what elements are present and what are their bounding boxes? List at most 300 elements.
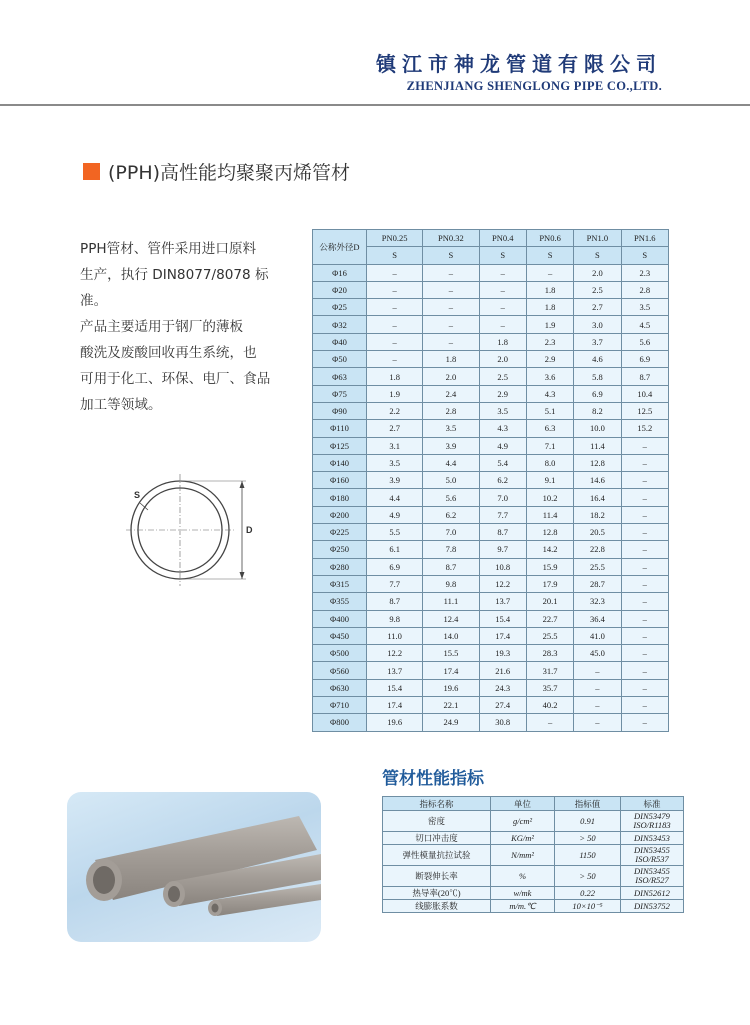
thickness-cell: 6.1 (367, 541, 423, 558)
thickness-cell: 8.7 (621, 368, 668, 385)
thickness-cell: 6.9 (574, 385, 621, 402)
property-name-cell: 热导率(20℃) (383, 887, 491, 900)
table-row (313, 420, 669, 437)
s-subheader: S (479, 247, 526, 264)
perf-header-unit: 单位 (491, 797, 555, 811)
diameter-cell: Φ63 (313, 368, 367, 385)
s-label: S (134, 490, 141, 500)
thickness-cell: 3.7 (574, 333, 621, 350)
standard-code: ISO/R537 (635, 854, 669, 864)
standard-cell (621, 887, 684, 900)
value-cell: 10×10⁻⁵ (555, 900, 621, 913)
diameter-cell: Φ160 (313, 472, 367, 489)
diameter-cell: Φ125 (313, 437, 367, 454)
table-row (313, 558, 669, 575)
standard-code: DIN53479 (634, 811, 670, 821)
thickness-cell: 36.4 (574, 610, 621, 627)
standard-cell (621, 811, 684, 832)
intro-line: 加工等领域。 (80, 397, 162, 413)
thickness-cell: 24.9 (423, 714, 479, 731)
property-name-cell: 切口冲击度 (383, 832, 491, 845)
thickness-cell: 15.4 (367, 679, 423, 696)
thickness-cell: – (621, 454, 668, 471)
company-name-cn: 镇江市神龙管道有限公司 (376, 52, 662, 76)
table-row (313, 454, 669, 471)
company-name-en: ZHENJIANG SHENGLONG PIPE CO.,LTD. (406, 79, 662, 93)
thickness-cell: 10.0 (574, 420, 621, 437)
section-bullet-icon (83, 163, 100, 180)
thickness-cell: 2.7 (574, 299, 621, 316)
thickness-cell: 3.5 (423, 420, 479, 437)
diameter-cell: Φ560 (313, 662, 367, 679)
diameter-cell: Φ800 (313, 714, 367, 731)
thickness-cell: 12.8 (574, 454, 621, 471)
thickness-cell: 18.2 (574, 506, 621, 523)
thickness-cell: – (621, 645, 668, 662)
unit-cell: g/cm² (491, 811, 555, 832)
thickness-cell: 3.5 (621, 299, 668, 316)
thickness-cell: 12.5 (621, 402, 668, 419)
standard-cell (621, 900, 684, 913)
thickness-cell: 7.0 (423, 524, 479, 541)
intro-line: 产品主要适用于钢厂的薄板 (80, 319, 244, 335)
value-cell: > 50 (555, 866, 621, 887)
thickness-cell: 12.2 (367, 645, 423, 662)
thickness-cell: 1.8 (423, 351, 479, 368)
diameter-cell: Φ32 (313, 316, 367, 333)
thickness-cell: 3.0 (574, 316, 621, 333)
thickness-cell: 2.4 (423, 385, 479, 402)
thickness-cell: 15.2 (621, 420, 668, 437)
thickness-cell: 7.7 (479, 506, 526, 523)
thickness-cell: – (367, 316, 423, 333)
thickness-cell: 4.4 (423, 454, 479, 471)
thickness-cell: – (621, 662, 668, 679)
property-name-cell: 线膨胀系数 (383, 900, 491, 913)
thickness-cell: 2.7 (367, 420, 423, 437)
table-row (313, 281, 669, 298)
thickness-cell: 4.9 (367, 506, 423, 523)
table-row (313, 575, 669, 592)
table-row (313, 679, 669, 696)
pressure-class-header: PN1.6 (621, 230, 668, 247)
thickness-cell: 12.4 (423, 610, 479, 627)
table-row (313, 627, 669, 644)
table-row (313, 541, 669, 558)
thickness-cell: 1.8 (479, 333, 526, 350)
thickness-cell: 8.7 (479, 524, 526, 541)
pressure-class-header: PN0.6 (526, 230, 573, 247)
thickness-cell: 4.3 (526, 385, 573, 402)
thickness-cell: 2.0 (574, 264, 621, 281)
diameter-cell: Φ710 (313, 697, 367, 714)
thickness-cell: 15.4 (479, 610, 526, 627)
thickness-cell: 2.9 (479, 385, 526, 402)
thickness-cell: 7.8 (423, 541, 479, 558)
thickness-cell: 8.0 (526, 454, 573, 471)
thickness-cell: – (479, 264, 526, 281)
thickness-cell: 5.4 (479, 454, 526, 471)
thickness-cell: 28.3 (526, 645, 573, 662)
property-name-cell: 断裂伸长率 (383, 866, 491, 887)
performance-table (382, 796, 684, 913)
value-cell: 1150 (555, 845, 621, 866)
thickness-cell: – (621, 697, 668, 714)
table-row (313, 299, 669, 316)
thickness-cell: 2.3 (621, 264, 668, 281)
thickness-cell: – (621, 558, 668, 575)
unit-cell: KG/m² (491, 832, 555, 845)
thickness-cell: 2.5 (574, 281, 621, 298)
thickness-cell: – (423, 333, 479, 350)
diameter-cell: Φ250 (313, 541, 367, 558)
d-label: D (246, 525, 253, 535)
diameter-cell: Φ280 (313, 558, 367, 575)
thickness-cell: – (423, 316, 479, 333)
thickness-cell: 5.0 (423, 472, 479, 489)
thickness-cell: 13.7 (367, 662, 423, 679)
thickness-cell: 10.8 (479, 558, 526, 575)
thickness-cell: 12.8 (526, 524, 573, 541)
thickness-cell: 9.8 (367, 610, 423, 627)
diameter-cell: Φ200 (313, 506, 367, 523)
arrow-top-icon (240, 481, 245, 488)
thickness-cell: – (621, 593, 668, 610)
diameter-cell: Φ630 (313, 679, 367, 696)
property-name-cell: 密度 (383, 811, 491, 832)
thickness-cell: – (574, 697, 621, 714)
unit-cell: w/mk (491, 887, 555, 900)
table-row (313, 610, 669, 627)
diameter-cell: Φ16 (313, 264, 367, 281)
thickness-cell: 10.2 (526, 489, 573, 506)
thickness-cell: 9.1 (526, 472, 573, 489)
thickness-cell: 14.0 (423, 627, 479, 644)
table-row (383, 845, 684, 866)
table-row (313, 368, 669, 385)
thickness-cell: 4.9 (479, 437, 526, 454)
thickness-cell: 28.7 (574, 575, 621, 592)
thickness-cell: 6.9 (367, 558, 423, 575)
table-row (383, 866, 684, 887)
thickness-cell: – (526, 714, 573, 731)
thickness-cell: – (621, 524, 668, 541)
thickness-cell: 25.5 (526, 627, 573, 644)
table-row (383, 900, 684, 913)
thickness-cell: 3.9 (367, 472, 423, 489)
thickness-cell: 1.8 (526, 281, 573, 298)
thickness-cell: 3.5 (479, 402, 526, 419)
header-divider (0, 104, 750, 106)
diameter-cell: Φ50 (313, 351, 367, 368)
standard-code: ISO/R527 (635, 875, 669, 885)
thickness-cell: – (574, 714, 621, 731)
thickness-cell: 5.6 (423, 489, 479, 506)
table-row (313, 402, 669, 419)
diameter-cell: Φ355 (313, 593, 367, 610)
thickness-cell: 27.4 (479, 697, 526, 714)
thickness-cell: 16.4 (574, 489, 621, 506)
thickness-cell: – (621, 472, 668, 489)
spec-table-body (313, 264, 669, 731)
s-subheader: S (367, 247, 423, 264)
thickness-cell: – (621, 679, 668, 696)
thickness-cell: – (479, 281, 526, 298)
pipe-cross-section-diagram (118, 470, 258, 590)
perf-header-value: 指标值 (555, 797, 621, 811)
value-cell: > 50 (555, 832, 621, 845)
thickness-cell: – (621, 575, 668, 592)
thickness-cell: – (479, 316, 526, 333)
thickness-cell: 45.0 (574, 645, 621, 662)
thickness-cell: 2.3 (526, 333, 573, 350)
table-row (313, 645, 669, 662)
value-cell: 0.22 (555, 887, 621, 900)
pipes-illustration (67, 792, 321, 942)
thickness-cell: 10.4 (621, 385, 668, 402)
thickness-cell: 19.6 (367, 714, 423, 731)
thickness-cell: 19.3 (479, 645, 526, 662)
thickness-cell: – (621, 714, 668, 731)
unit-cell: % (491, 866, 555, 887)
standard-code: DIN52612 (634, 887, 670, 898)
thickness-cell: – (621, 437, 668, 454)
thickness-cell: 15.5 (423, 645, 479, 662)
thickness-cell: 4.3 (479, 420, 526, 437)
thickness-cell: 17.9 (526, 575, 573, 592)
thickness-cell: 22.7 (526, 610, 573, 627)
value-cell: 0.91 (555, 811, 621, 832)
thickness-cell: 12.2 (479, 575, 526, 592)
diameter-cell: Φ500 (313, 645, 367, 662)
diameter-cell: Φ180 (313, 489, 367, 506)
thickness-cell: 32.3 (574, 593, 621, 610)
table-row (313, 385, 669, 402)
pressure-class-header: PN1.0 (574, 230, 621, 247)
table-row (313, 264, 669, 281)
table-row (383, 887, 684, 900)
unit-cell: N/mm² (491, 845, 555, 866)
table-row (383, 832, 684, 845)
table-row (313, 489, 669, 506)
thickness-cell: – (526, 264, 573, 281)
diameter-cell: Φ140 (313, 454, 367, 471)
standard-code: ISO/R1183 (633, 820, 671, 830)
diameter-cell: Φ20 (313, 281, 367, 298)
thickness-cell: – (574, 679, 621, 696)
thickness-cell: – (367, 333, 423, 350)
thickness-cell: – (423, 264, 479, 281)
section-title: (PPH)高性能均聚聚丙烯管材 (108, 162, 351, 184)
intro-line: 可用于化工、环保、电厂、食品 (80, 371, 271, 387)
thickness-cell: 6.3 (526, 420, 573, 437)
thickness-cell: 22.8 (574, 541, 621, 558)
arrow-bottom-icon (240, 572, 245, 579)
thickness-cell: 1.9 (367, 385, 423, 402)
thickness-cell: 21.6 (479, 662, 526, 679)
thickness-cell: 15.9 (526, 558, 573, 575)
thickness-cell: 4.5 (621, 316, 668, 333)
thickness-cell: 25.5 (574, 558, 621, 575)
thickness-cell: – (423, 299, 479, 316)
thickness-cell: 24.3 (479, 679, 526, 696)
thickness-cell: – (367, 351, 423, 368)
thickness-cell: 11.1 (423, 593, 479, 610)
thickness-cell: 11.0 (367, 627, 423, 644)
thickness-cell: 9.7 (479, 541, 526, 558)
thickness-cell: – (574, 662, 621, 679)
thickness-cell: 20.5 (574, 524, 621, 541)
thickness-cell: 9.8 (423, 575, 479, 592)
thickness-cell: 17.4 (423, 662, 479, 679)
table-row (313, 506, 669, 523)
wall-thickness-table (312, 229, 669, 732)
pipe-bore-large (93, 866, 115, 894)
table-row (313, 662, 669, 679)
thickness-cell: – (621, 627, 668, 644)
standard-cell (621, 845, 684, 866)
thickness-cell: 22.1 (423, 697, 479, 714)
s-subheader: S (574, 247, 621, 264)
diameter-cell: Φ315 (313, 575, 367, 592)
diameter-cell: Φ90 (313, 402, 367, 419)
table-row (313, 714, 669, 731)
table-row (313, 333, 669, 350)
thickness-cell: 2.0 (423, 368, 479, 385)
thickness-cell: 6.9 (621, 351, 668, 368)
thickness-cell: 20.1 (526, 593, 573, 610)
thickness-cell: 6.2 (479, 472, 526, 489)
thickness-cell: 8.2 (574, 402, 621, 419)
diameter-cell: Φ110 (313, 420, 367, 437)
thickness-cell: – (621, 610, 668, 627)
diameter-cell: Φ40 (313, 333, 367, 350)
thickness-cell: 2.0 (479, 351, 526, 368)
thickness-cell: – (479, 299, 526, 316)
thickness-cell: 1.8 (526, 299, 573, 316)
thickness-cell: 17.4 (367, 697, 423, 714)
thickness-cell: 2.8 (423, 402, 479, 419)
table-row (313, 351, 669, 368)
pipe-bore-medium (168, 886, 180, 902)
standard-code: DIN53455 (634, 845, 670, 855)
s-subheader: S (621, 247, 668, 264)
thickness-cell: 2.9 (526, 351, 573, 368)
thickness-cell: 4.6 (574, 351, 621, 368)
thickness-cell: – (367, 264, 423, 281)
thickness-cell: 40.2 (526, 697, 573, 714)
thickness-cell: 2.5 (479, 368, 526, 385)
thickness-cell: 6.2 (423, 506, 479, 523)
pressure-class-header: PN0.4 (479, 230, 526, 247)
standard-code: DIN53455 (634, 866, 670, 876)
thickness-cell: 31.7 (526, 662, 573, 679)
table-row (313, 472, 669, 489)
pipe-product-photo (67, 792, 321, 942)
thickness-cell: 4.4 (367, 489, 423, 506)
diameter-cell: Φ225 (313, 524, 367, 541)
standard-cell (621, 832, 684, 845)
thickness-cell: 11.4 (574, 437, 621, 454)
pressure-class-header: PN0.25 (367, 230, 423, 247)
intro-text (80, 236, 280, 418)
intro-line: PPH管材、管件采用进口原料 (80, 241, 257, 257)
thickness-cell: 19.6 (423, 679, 479, 696)
thickness-cell: 5.1 (526, 402, 573, 419)
thickness-cell: – (621, 489, 668, 506)
table-row (383, 811, 684, 832)
standard-code: DIN53453 (634, 832, 670, 843)
thickness-cell: 3.1 (367, 437, 423, 454)
standard-cell (621, 866, 684, 887)
thickness-cell: 5.6 (621, 333, 668, 350)
table-row (313, 593, 669, 610)
unit-cell: m/m.℃ (491, 900, 555, 913)
intro-line: 准。 (80, 293, 108, 309)
thickness-cell: 3.5 (367, 454, 423, 471)
thickness-cell: 41.0 (574, 627, 621, 644)
diameter-cell: Φ400 (313, 610, 367, 627)
thickness-cell: 35.7 (526, 679, 573, 696)
thickness-cell: 3.9 (423, 437, 479, 454)
perf-header-name: 指标名称 (383, 797, 491, 811)
thickness-cell: – (423, 281, 479, 298)
thickness-cell: 8.7 (367, 593, 423, 610)
performance-title: 管材性能指标 (382, 769, 484, 789)
performance-table-body (383, 811, 684, 913)
thickness-cell: – (621, 506, 668, 523)
pipe-bore-small (212, 904, 219, 913)
s-subheader: S (526, 247, 573, 264)
thickness-cell: 7.7 (367, 575, 423, 592)
thickness-cell: 5.5 (367, 524, 423, 541)
thickness-cell: – (367, 299, 423, 316)
thickness-cell: 11.4 (526, 506, 573, 523)
thickness-cell: 14.2 (526, 541, 573, 558)
thickness-cell: 17.4 (479, 627, 526, 644)
intro-line: 酸洗及废酸回收再生系统，也 (80, 345, 257, 361)
s-subheader: S (423, 247, 479, 264)
thickness-cell: 3.6 (526, 368, 573, 385)
table-row (313, 524, 669, 541)
property-name-cell: 弹性模量抗拉试验 (383, 845, 491, 866)
pressure-class-header: PN0.32 (423, 230, 479, 247)
thickness-cell: – (367, 281, 423, 298)
table-row (313, 437, 669, 454)
table-row (313, 316, 669, 333)
thickness-cell: 7.1 (526, 437, 573, 454)
thickness-cell: 13.7 (479, 593, 526, 610)
intro-line: 生产，执行 DIN8077/8078 标 (80, 267, 269, 283)
standard-code: DIN53752 (634, 900, 670, 911)
thickness-cell: 30.8 (479, 714, 526, 731)
perf-header-standard: 标准 (621, 797, 684, 811)
thickness-cell: 7.0 (479, 489, 526, 506)
thickness-cell: 8.7 (423, 558, 479, 575)
corner-header: 公称外径D (313, 230, 367, 265)
thickness-cell: 5.8 (574, 368, 621, 385)
diameter-cell: Φ75 (313, 385, 367, 402)
diameter-cell: Φ25 (313, 299, 367, 316)
thickness-cell: 14.6 (574, 472, 621, 489)
thickness-cell: – (621, 541, 668, 558)
thickness-cell: 1.9 (526, 316, 573, 333)
thickness-cell: 2.8 (621, 281, 668, 298)
diameter-cell: Φ450 (313, 627, 367, 644)
thickness-cell: 2.2 (367, 402, 423, 419)
thickness-cell: 1.8 (367, 368, 423, 385)
table-row (313, 697, 669, 714)
